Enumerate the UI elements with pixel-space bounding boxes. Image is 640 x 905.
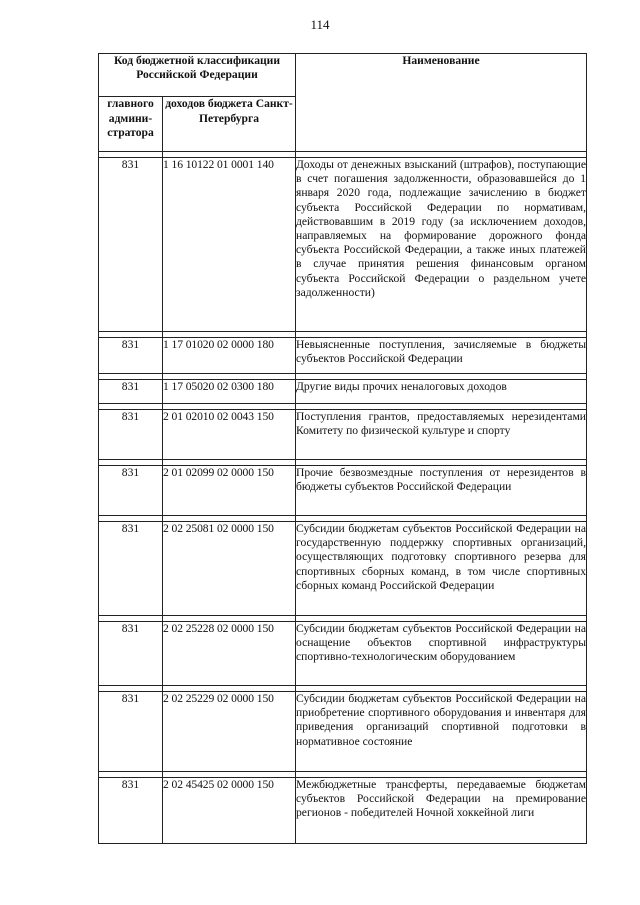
admin-code: 831 [99,158,163,332]
table-row [99,522,587,616]
admin-code: 831 [99,622,163,686]
table-row [99,338,587,374]
admin-code: 831 [99,380,163,404]
table-row [99,692,587,772]
row-name: Другие виды прочих неналоговых доходов [296,380,587,404]
table-row [99,622,587,686]
row-name: Субсидии бюджетам субъектов Российской Федерации на государственную поддержку спортивных организаций, осуществляющих подготовку спортивного резерва для спортивных сборных команд, в том числе спортивных сборных команд Российской Федерации [296,522,587,616]
row-name: Межбюджетные трансферты, передаваемые бюджетам субъектов Российской Федерации на премирование регионов - победителей Ночной хоккейной лиги [296,778,587,844]
budget-code: 2 02 45425 02 0000 150 [163,778,296,844]
admin-code: 831 [99,778,163,844]
table-row [99,410,587,460]
table-row [99,466,587,516]
table-row [99,158,587,332]
admin-code: 831 [99,466,163,516]
budget-code: 1 17 05020 02 0300 180 [163,380,296,404]
row-name: Доходы от денежных взысканий (штрафов), поступающие в счет погашения задолженности, образовавшейся до 1 января 2020 года, подлежащие зачислению в бюджет субъекта Российской Федерации по нормативам, действовавшим в 2019 году (за исключением доходов, направляемых на формирование дорожного фонда субъекта Российской Федерации, а также иных платежей в случае принятия решения финансовым органом субъекта Российской Федерации о раздельном учете задолженности) [296,158,587,332]
row-name: Поступления грантов, предоставляемых нерезидентами Комитету по физической культуре и спорту [296,410,587,460]
admin-code: 831 [99,522,163,616]
budget-classification-table [98,53,587,844]
budget-code: 1 16 10122 01 0001 140 [163,158,296,332]
row-name: Невыясненные поступления, зачисляемые в бюджеты субъектов Российской Федерации [296,338,587,374]
budget-code: 2 02 25228 02 0000 150 [163,622,296,686]
budget-code: 2 02 25081 02 0000 150 [163,522,296,616]
budget-code: 2 01 02010 02 0043 150 [163,410,296,460]
admin-code: 831 [99,410,163,460]
budget-code: 2 01 02099 02 0000 150 [163,466,296,516]
table-row [99,380,587,404]
budget-code: 2 02 25229 02 0000 150 [163,692,296,772]
table-row [99,778,587,844]
admin-code: 831 [99,338,163,374]
page-number: 114 [310,17,330,32]
budget-code: 1 17 01020 02 0000 180 [163,338,296,374]
row-name: Субсидии бюджетам субъектов Российской Федерации на оснащение объектов спортивной инфраструктуры спортивно-технологическим оборудованием [296,622,587,686]
row-name: Прочие безвозмездные поступления от нерезидентов в бюджеты субъектов Российской Федерации [296,466,587,516]
header-code-group: Код бюджетной классификации Российской Федерации [99,54,296,97]
admin-code: 831 [99,692,163,772]
header-name: Наименование [296,54,587,152]
header-admin: главного админи-стратора [99,97,163,152]
row-name: Субсидии бюджетам субъектов Российской Федерации на приобретение спортивного оборудования и инвентаря для приведения организаций спортивной подготовки в нормативное состояние [296,692,587,772]
header-income: доходов бюджета Санкт-Петербурга [163,97,296,152]
